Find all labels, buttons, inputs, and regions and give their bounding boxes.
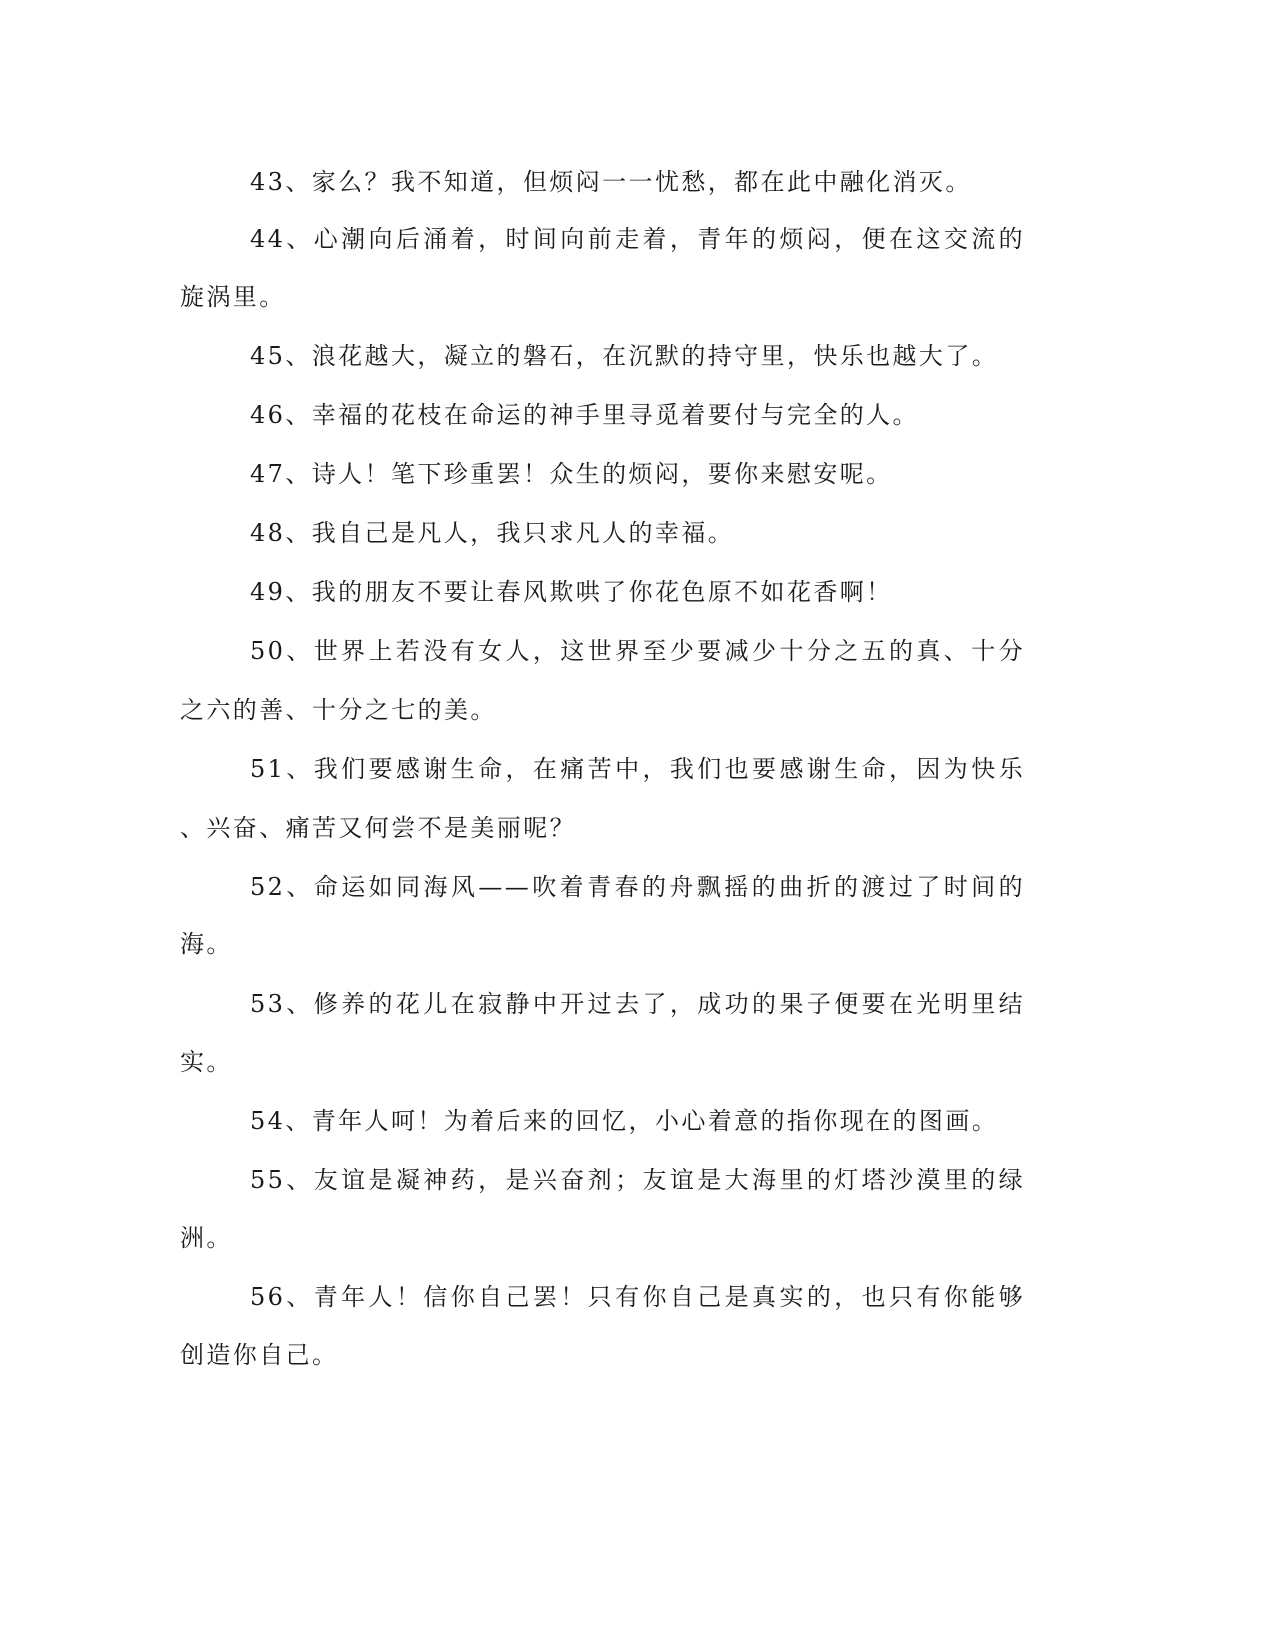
quote-44-line-1: 44、心潮向后涌着，时间向前走着，青年的烦闷，便在这交流的 [250, 225, 1025, 253]
quote-50-line-1: 50、世界上若没有女人，这世界至少要减少十分之五的真、十分 [250, 637, 1025, 665]
quote-56-line-1: 56、青年人！信你自己罢！只有你自己是真实的，也只有你能够 [250, 1283, 1025, 1311]
quote-53-line-1: 53、修养的花儿在寂静中开过去了，成功的果子便要在光明里结 [250, 990, 1025, 1018]
quote-52-line-2: 海。 [180, 930, 233, 958]
quote-48: 48、我自己是凡人，我只求凡人的幸福。 [250, 519, 735, 547]
quote-55-line-2: 洲。 [180, 1224, 233, 1252]
quote-55-line-1: 55、友谊是凝神药，是兴奋剂；友谊是大海里的灯塔沙漠里的绿 [250, 1166, 1025, 1194]
quote-46: 46、幸福的花枝在命运的神手里寻觅着要付与完全的人。 [250, 401, 919, 429]
quote-44-line-2: 旋涡里。 [180, 283, 286, 311]
quote-53-line-2: 实。 [180, 1048, 233, 1076]
quote-45: 45、浪花越大，凝立的磐石，在沉默的持守里，快乐也越大了。 [250, 342, 999, 370]
quote-47: 47、诗人！笔下珍重罢！众生的烦闷，要你来慰安呢。 [250, 460, 893, 488]
quote-50-line-2: 之六的善、十分之七的美。 [180, 696, 497, 724]
quote-51-line-1: 51、我们要感谢生命，在痛苦中，我们也要感谢生命，因为快乐 [250, 755, 1025, 783]
quote-56-line-2: 创造你自己。 [180, 1341, 339, 1369]
quote-52-line-1: 52、命运如同海风——吹着青春的舟飘摇的曲折的渡过了时间的 [250, 873, 1025, 901]
quote-43: 43、家么？我不知道，但烦闷一一忧愁，都在此中融化消灭。 [250, 168, 972, 196]
quote-49: 49、我的朋友不要让春风欺哄了你花色原不如花香啊！ [250, 578, 893, 606]
quote-51-line-2: 、兴奋、痛苦又何尝不是美丽呢？ [180, 814, 576, 842]
quote-54: 54、青年人呵！为着后来的回忆，小心着意的指你现在的图画。 [250, 1107, 999, 1135]
